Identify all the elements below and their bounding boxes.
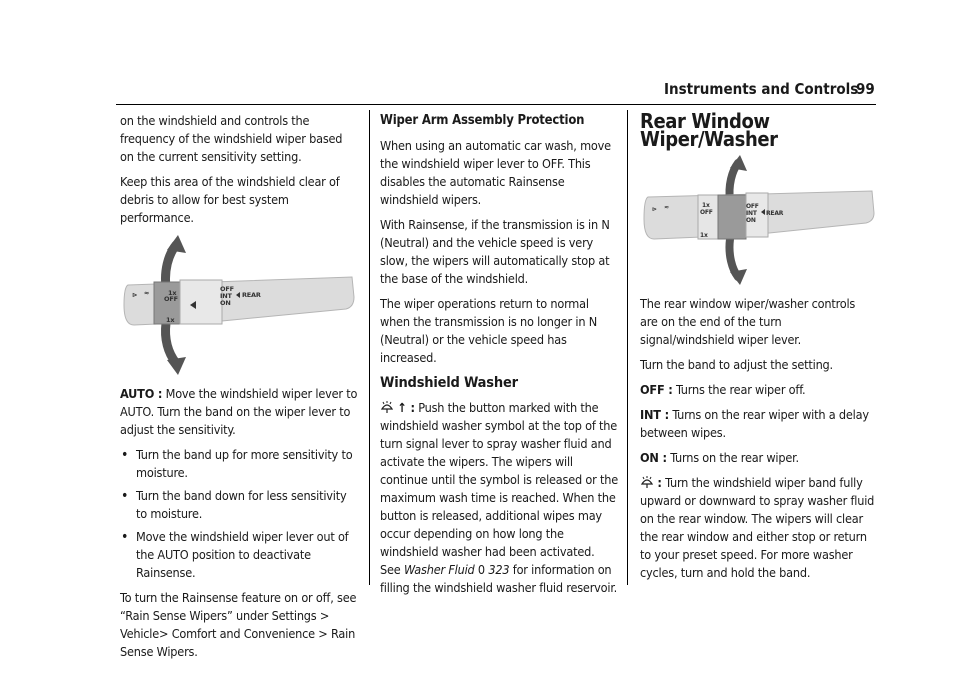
- heading-rear-window-wiper: Rear Window Wiper/Washer: [640, 109, 778, 151]
- on-label: ON :: [640, 450, 667, 465]
- section-header: Instruments and Controls: [664, 80, 859, 98]
- page-ref-number[interactable]: 323: [488, 562, 510, 577]
- label-int: INT: [220, 292, 232, 300]
- int-label: INT :: [640, 407, 669, 422]
- svg-text:≈: ≈: [664, 204, 669, 211]
- washer-icon: [380, 400, 394, 414]
- on-text: Turns on the rear wiper.: [670, 450, 799, 465]
- rear-washer-description: [640, 474, 876, 582]
- column-1: [120, 112, 358, 668]
- rear-washer-text: Turn the windshield wiper band fully upward or downward to spray washer fluid on the rear window. The wipers will clear the rear window and either stop or return to your preset speed. For more washer cycles, turn and hold the band.: [640, 475, 875, 580]
- ref-tail-text: for information on filling the windshield washer fluid reservoir.: [380, 562, 618, 595]
- washer-fluid-link[interactable]: Washer Fluid: [403, 562, 475, 577]
- label-off: OFF: [700, 209, 713, 216]
- list-item: • Turn the band down for less sensitivity to moisture.: [120, 487, 358, 523]
- off-label: OFF :: [640, 382, 673, 397]
- off-description: [640, 381, 876, 399]
- paragraph: To turn the Rainsense feature on or off, see “Rain Sense Wipers” under Settings > Vehicle> Comfort and Convenience > Rain Sense Wipers.: [120, 590, 357, 659]
- label-rear: REAR: [766, 210, 784, 217]
- label-off: OFF: [164, 295, 178, 303]
- column-divider-2: [627, 110, 628, 585]
- heading-windshield-washer: Windshield Washer: [380, 375, 518, 391]
- arrow-down-icon: [729, 239, 747, 285]
- page-number: 99: [856, 80, 875, 98]
- svg-text:⊳: ⊳: [132, 291, 138, 299]
- paragraph: The rear window wiper/washer controls are on the end of the turn signal/windshield wiper lever.: [640, 296, 856, 347]
- paragraph: on the windshield and controls the frequency of the windshield wiper based on the current sensitivity setting.: [120, 113, 343, 164]
- auto-description: [120, 385, 358, 439]
- svg-text:≈: ≈: [144, 289, 150, 297]
- on-description: [640, 449, 876, 467]
- arrow-up-icon: [165, 235, 186, 287]
- header-rule: [116, 104, 876, 105]
- washer-label: ↑ :: [397, 400, 415, 415]
- column-2: [380, 112, 618, 604]
- page-ref-arrow: 0: [477, 562, 485, 577]
- wiper-lever-figure: [120, 235, 358, 375]
- sensitivity-list: [120, 446, 358, 582]
- svg-text:1x: 1x: [168, 289, 177, 297]
- paragraph: Keep this area of the windshield clear of debris to allow for best system performance.: [120, 174, 340, 225]
- arrow-down-icon: [165, 323, 186, 375]
- rear-washer-label: :: [657, 475, 662, 490]
- washer-description: [380, 399, 618, 597]
- column-divider-1: [369, 110, 370, 585]
- svg-text:⊳: ⊳: [652, 206, 657, 213]
- list-item: • Turn the band up for more sensitivity to moisture.: [120, 446, 358, 482]
- off-text: Turns the rear wiper off.: [676, 382, 806, 397]
- label-1x: 1x: [700, 232, 708, 239]
- washer-text: Push the button marked with the windshield washer symbol at the top of the turn signal lever to spray washer fluid and activate the wipers. The wipers will continue until the symbol is released or the maximum wash time is reached. When the button is released, additional wipes may occur depending on how long the windshield washer had been activated. See: [380, 400, 618, 577]
- label-int: INT: [746, 210, 757, 217]
- paragraph: When using an automatic car wash, move the windshield wiper lever to OFF. This disables the automatic Rainsense windshield wipers.: [380, 138, 611, 207]
- label-on: ON: [220, 299, 231, 307]
- rear-washer-icon: [640, 475, 654, 489]
- rear-wiper-lever-figure: [640, 155, 876, 285]
- label-off: OFF: [746, 203, 759, 210]
- label-1x: 1x: [166, 316, 175, 324]
- label-off: OFF: [220, 285, 234, 293]
- paragraph: The wiper operations return to normal when the transmission is no longer in N (Neutral) or the vehicle speed has increased.: [380, 296, 598, 365]
- paragraph: With Rainsense, if the transmission is in N (Neutral) and the vehicle speed is very slow, the wipers will automatically stop at the base of the windshield.: [380, 217, 610, 286]
- heading-wiper-arm-protection: Wiper Arm Assembly Protection: [380, 113, 585, 128]
- svg-text:1x: 1x: [702, 202, 710, 209]
- list-item: • Move the windshield wiper lever out of the AUTO position to deactivate Rainsense.: [120, 528, 358, 582]
- auto-label: AUTO :: [120, 386, 163, 401]
- label-on: ON: [746, 217, 756, 224]
- auto-text: Move the windshield wiper lever to AUTO. Turn the band on the wiper lever to adjust the sensitivity.: [120, 386, 358, 437]
- int-text: Turns on the rear wiper with a delay between wipes.: [640, 407, 869, 440]
- paragraph: Turn the band to adjust the setting.: [640, 357, 833, 372]
- column-3: [640, 109, 876, 589]
- label-rear: REAR: [242, 291, 261, 299]
- int-description: [640, 406, 876, 442]
